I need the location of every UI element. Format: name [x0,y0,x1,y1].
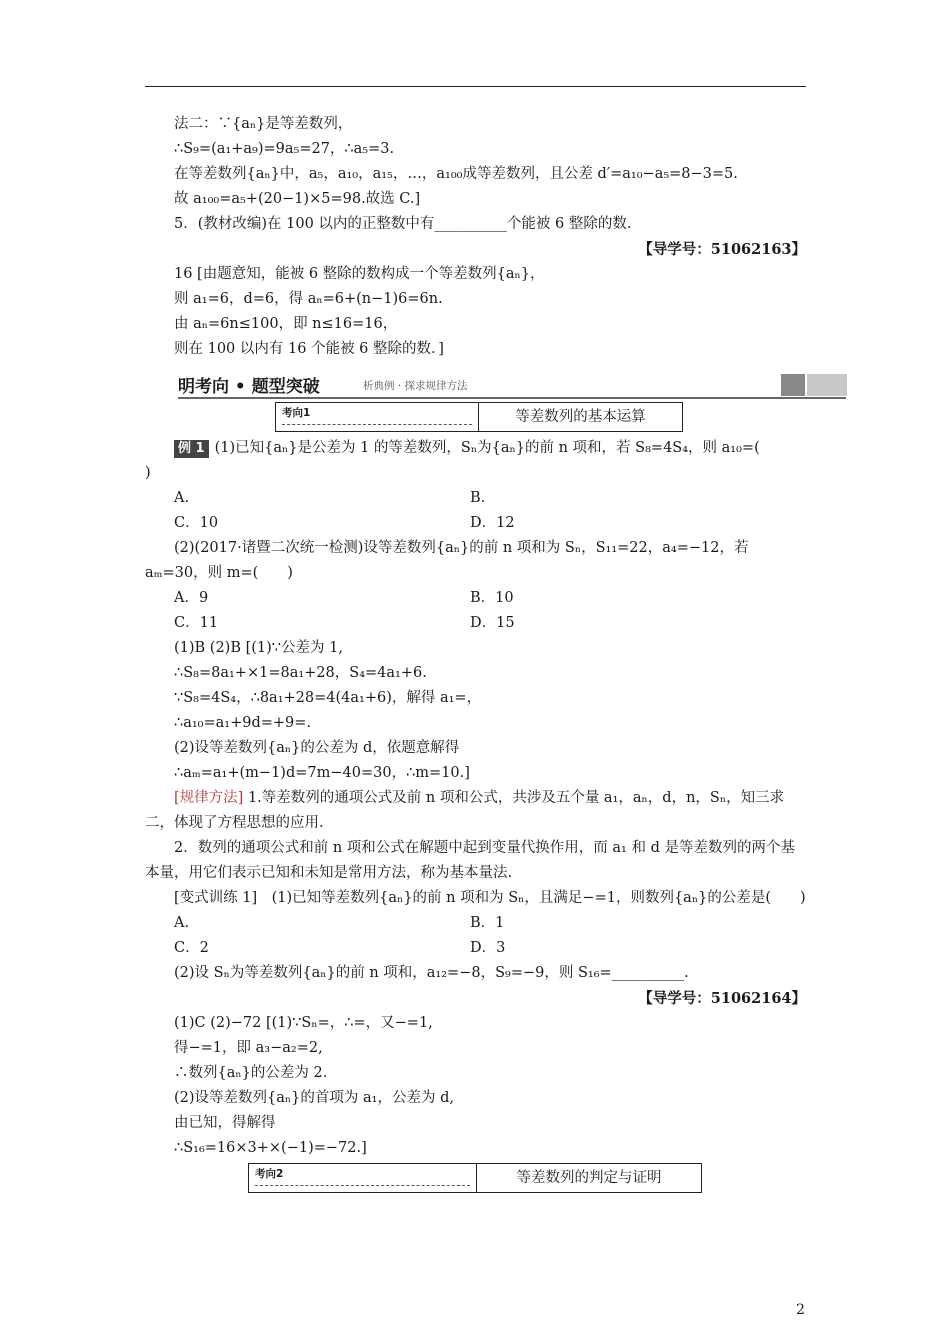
solution-line: ∴数列{aₙ}的公差为 2. [174,1065,328,1081]
section-subtitle: 析典例 · 探求规律方法 [363,380,468,392]
answer-line: 由 aₙ=6n≤100，即 n≤16=16， [174,316,398,332]
document-body [145,112,806,1197]
question-5: 5．(教材改编)在 100 以内的正整数中有__________个能被 6 整除的数. [174,216,632,232]
example-1-line1 [145,436,806,461]
options-row [145,936,806,961]
option-d: D．15 [470,615,515,631]
guide-number: 【导学号：51062164】 [638,990,806,1007]
option-c: C．2 [174,940,209,956]
example-badge: 例 1 [174,440,209,458]
answer-line: 16 [由题意知，能被 6 整除的数构成一个等差数列{aₙ}， [174,266,545,282]
solution-line: (1)C (2)−72 [(1)∵Sₙ=，∴=，又−=1, [174,1015,433,1031]
section-deco-dark [781,374,805,396]
method-paragraph-1 [145,786,806,836]
solution-line: (1)B (2)B [(1)∵公差为 1, [174,640,343,656]
solution-line: 得−=1，即 a₃−a₂=2, [174,1040,323,1056]
training-q1: [变式训练 1] (1)已知等差数列{aₙ}的前 n 项和为 Sₙ，且满足−=1，则数列{aₙ}的公差是( ) [174,890,806,906]
solution-line: ∴a₁₀=a₁+9d=+9=. [174,715,312,731]
section-deco-light [807,374,847,396]
example-1-q2: (2)(2017·诸暨二次统一检测)设等差数列{aₙ}的前 n 项和为 Sₙ，S₁₁=22，a₄=−12，若 [174,540,749,556]
options-row [145,911,806,936]
solution-line: 由已知，得解得 [174,1115,276,1131]
section-header [145,370,806,400]
text-line: 在等差数列{aₙ}中，a₅，a₁₀，a₁₅，…，a₁₀₀成等差数列，且公差 d′=a₁₀−a₅=8−3=5. [174,166,738,182]
text-line: 法二：∵{aₙ}是等差数列， [174,116,353,132]
topic-title: 等差数列的判定与证明 [516,1170,662,1186]
answer-line: 则在 100 以内有 16 个能被 6 整除的数．] [174,341,444,357]
method-label: [规律方法] [174,790,244,806]
text-line: ∴S₉=(a₁+a₉)=9a₅=27，∴a₅=3. [174,141,395,157]
option-a: A. [174,915,190,931]
topic-tag: 考向2 [249,1164,477,1192]
text-line: 故 a₁₀₀=a₅+(20−1)×5=98.故选 C.] [174,191,421,207]
example-1-q2-cont: aₘ=30，则 m=( ) [145,565,293,581]
section-bar [178,397,846,399]
example-1-text: (1)已知{aₙ}是公差为 1 的等差数列，Sₙ为{aₙ}的前 n 项和，若 S₈=4S₄，则 a₁₀=( [214,440,760,456]
section-title: 明考向 • 题型突破 [178,377,320,397]
method-text: 1.等差数列的通项公式及前 n 项和公式，共涉及五个量 a₁，aₙ，d，n，Sₙ，知三求二，体现了方程思想的应用. [145,790,785,831]
solution-line: ∴S₈=8a₁+×1=8a₁+28，S₄=4a₁+6. [174,665,427,681]
option-a: A. [174,490,190,506]
option-b: B．10 [470,590,514,606]
topic-tag: 考向1 [276,403,479,431]
topic-title: 等差数列的基本运算 [515,409,646,425]
options-row [145,586,806,611]
solution-line: (2)设等差数列{aₙ}的首项为 a₁，公差为 d, [174,1090,454,1106]
option-d: D．12 [470,515,515,531]
option-c: C．10 [174,515,219,531]
example-1-line2: ) [145,465,151,481]
topic-box-1 [275,402,683,432]
solution-line: ∴aₘ=a₁+(m−1)d=7m−40=30，∴m=10.] [174,765,470,781]
solution-line: ∴S₁₆=16×3+×(−1)=−72.] [174,1140,367,1156]
guide-number: 【导学号：51062163】 [638,241,806,258]
topic-box-2 [248,1163,702,1193]
method-paragraph-2: 2．数列的通项公式和前 n 项和公式在解题中起到变量代换作用，而 a₁ 和 d 是等差数列的两个基本量，用它们表示已知和未知是常用方法，称为基本量法. [145,840,795,881]
option-c: C．11 [174,615,219,631]
training-q2: (2)设 Sₙ为等差数列{aₙ}的前 n 项和，a₁₂=−8，S₉=−9，则 S₁₆=__________. [174,965,689,981]
option-b: B. [470,490,486,506]
option-b: B．1 [470,915,505,931]
answer-line: 则 a₁=6，d=6，得 aₙ=6+(n−1)6=6n. [174,291,443,307]
options-row [145,611,806,636]
solution-line: (2)设等差数列{aₙ}的公差为 d，依题意解得 [174,740,460,756]
solution-line: ∵S₈=4S₄，∴8a₁+28=4(4a₁+6)，解得 a₁=， [174,690,482,706]
option-d: D．3 [470,940,506,956]
options-row [145,511,806,536]
page-number: 2 [796,1302,805,1318]
option-a: A．9 [174,590,209,606]
options-row [145,486,806,511]
top-rule [145,86,806,87]
